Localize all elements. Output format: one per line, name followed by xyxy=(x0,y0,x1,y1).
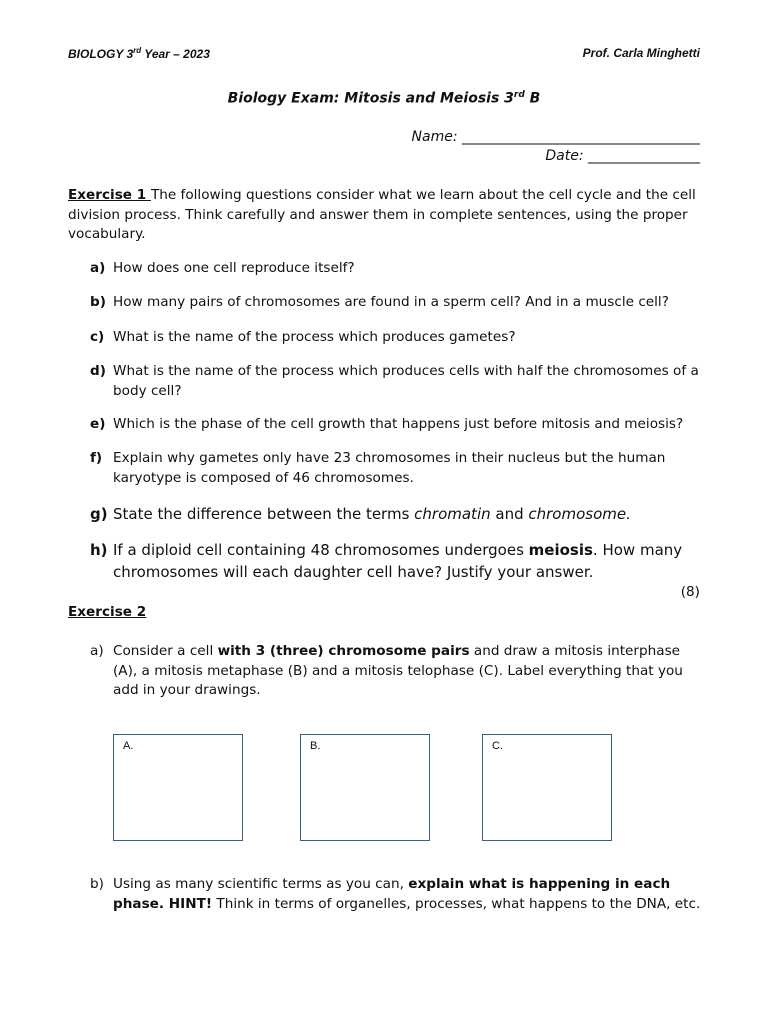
drawing-box-interphase[interactable] xyxy=(113,734,243,841)
name-field[interactable]: Name: __________________________________ xyxy=(411,129,700,145)
question-a: a) How does one cell reproduce itself? xyxy=(90,260,355,276)
box-label: A. xyxy=(123,740,134,752)
question-f: f) Explain why gametes only have 23 chromosomes in their nucleus but the human karyotype is composed of 46 chromosomes. xyxy=(90,450,666,486)
exercise2-part-b: b) Using as many scientific terms as you can, explain what is happening in each phase. HINT! Think in terms of organelles, processes, what happens to the DNA, etc. xyxy=(90,876,701,912)
header-teacher: Prof. Carla Minghetti xyxy=(582,46,700,60)
question-h: h) If a diploid cell containing 48 chromosomes undergoes meiosis. How many chromosomes will each daughter cell have? Justify your answer. xyxy=(90,541,683,581)
exercise2-part-a: a) Consider a cell with 3 (three) chromosome pairs and draw a mitosis interphase (A), a mitosis metaphase (B) and a mitosis telophase (C). Label everything that you add in your drawings. xyxy=(90,643,683,698)
exercise2-heading: Exercise 2 xyxy=(68,604,147,620)
question-d: d) What is the name of the process which produces cells with half the chromosomes of a body cell? xyxy=(90,363,699,399)
date-field[interactable]: Date: ________________ xyxy=(545,148,700,164)
exercise1-heading: Exercise 1 xyxy=(68,187,151,203)
exercise1-intro: Exercise 1 The following questions consider what we learn about the cell cycle and the cell division process. Think carefully and answer them in complete sentences, using the proper vocabulary. xyxy=(68,187,696,242)
header-course: BIOLOGY 3rd Year – 2023 xyxy=(68,46,210,61)
question-b: b) How many pairs of chromosomes are found in a sperm cell? And in a muscle cell? xyxy=(90,294,669,310)
question-e: e) Which is the phase of the cell growth that happens just before mitosis and meiosis? xyxy=(90,416,684,432)
exam-title: Biology Exam: Mitosis and Meiosis 3rd B xyxy=(227,90,541,107)
exercise1-points: (8) xyxy=(680,584,700,600)
drawing-box-metaphase[interactable] xyxy=(300,734,430,841)
drawing-box-telophase[interactable] xyxy=(482,734,612,841)
box-label: B. xyxy=(310,740,321,752)
box-label: C. xyxy=(492,740,503,752)
question-c: c) What is the name of the process which produces gametes? xyxy=(90,329,516,345)
question-g: g) State the difference between the terms chromatin and chromosome. xyxy=(90,505,631,523)
